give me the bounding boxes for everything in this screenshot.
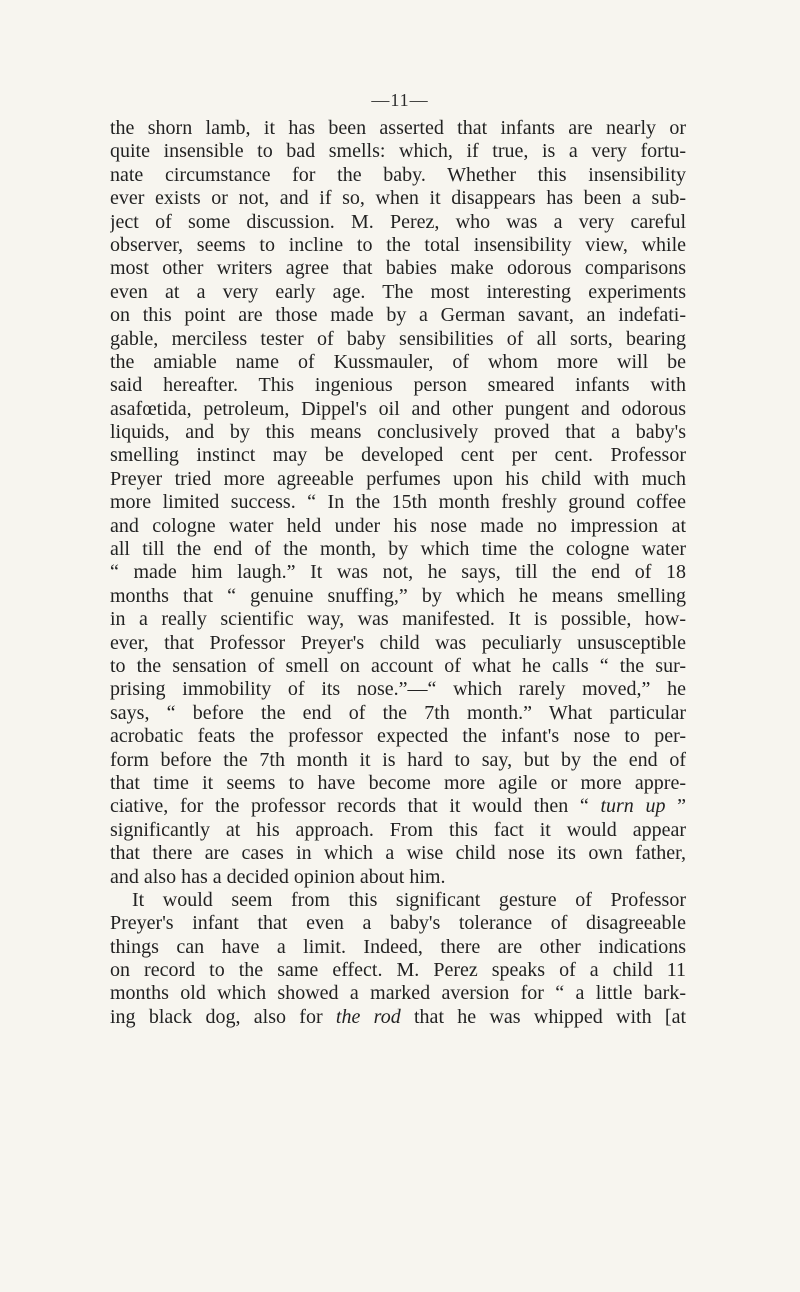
text-line: months that “ genuine snuffing,” by which he means smelling <box>110 584 686 607</box>
text-line: on record to the same effect. M. Perez speaks of a child 11 <box>110 959 686 982</box>
text-line: acrobatic feats the professor expected the infant's nose to per- <box>110 725 686 748</box>
text-line: even at a very early age. The most interesting experiments <box>110 280 686 303</box>
text-line: liquids, and by this means conclusively proved that a baby's <box>110 421 686 444</box>
text-line: all till the end of the month, by which time the cologne water <box>110 538 686 561</box>
text-line: in a really scientific way, was manifested. It is possible, how- <box>110 608 686 631</box>
text-line: gable, merciless tester of baby sensibilities of all sorts, bearing <box>110 327 686 350</box>
text-line: said hereafter. This ingenious person smeared infants with <box>110 374 686 397</box>
text-line: to the sensation of smell on account of what he calls “ the sur- <box>110 654 686 677</box>
text-line: that there are cases in which a wise child nose its own father, <box>110 842 686 865</box>
text-line: the shorn lamb, it has been asserted that infants are nearly or <box>110 117 686 139</box>
emphasis: turn up <box>600 795 666 818</box>
text-line: It would seem from this significant gesture of Professor <box>132 888 686 911</box>
text-line: observer, seems to incline to the total insensibility view, while <box>110 233 686 256</box>
text-line: “ made him laugh.” It was not, he says, till the end of 18 <box>110 561 686 584</box>
text-line: ing black dog, also for the rod that he was whipped with [at <box>110 1005 686 1028</box>
text-line: on this point are those made by a German savant, an indefati- <box>110 304 686 327</box>
text-line: prising immobility of its nose.”—“ which rarely moved,” he <box>110 678 686 701</box>
text-line: says, “ before the end of the 7th month.” What particular <box>110 701 686 724</box>
text-line: ever exists or not, and if so, when it disappears has been a sub- <box>110 187 686 210</box>
emphasis: the rod <box>335 1005 401 1028</box>
text-line: Preyer tried more agreeable perfumes upon his child with much <box>110 467 686 490</box>
text-line: and also has a decided opinion about him. <box>110 865 446 888</box>
text-line: and cologne water held under his nose made no impression at <box>110 514 686 537</box>
text-line: months old which showed a marked aversion for “ a little bark- <box>110 982 686 1005</box>
text-line: that time it seems to have become more agile or more appre- <box>110 771 686 794</box>
page-number: —11— <box>371 90 429 110</box>
text-line: the amiable name of Kussmauler, of whom more will be <box>110 350 686 373</box>
text-line: Preyer's infant that even a baby's tolerance of disagreeable <box>110 912 686 935</box>
text-line: form before the 7th month it is hard to say, but by the end of <box>110 748 686 771</box>
text-line: quite insensible to bad smells: which, if true, is a very fortu- <box>110 140 686 163</box>
body-text <box>110 117 686 1029</box>
text-line: things can have a limit. Indeed, there are other indications <box>110 935 686 958</box>
text-line: ever, that Professor Preyer's child was peculiarly unsusceptible <box>110 631 686 654</box>
text-line: significantly at his approach. From this fact it would appear <box>110 818 686 841</box>
text-line: smelling instinct may be developed cent per cent. Professor <box>110 444 686 467</box>
text-line: nate circumstance for the baby. Whether this insensibility <box>110 163 686 186</box>
text-line: asafœtida, petroleum, Dippel's oil and other pungent and odorous <box>110 397 686 420</box>
text-line: ciative, for the professor records that it would then “ turn up ” <box>110 795 686 818</box>
text-line: ject of some discussion. M. Perez, who was a very careful <box>110 210 686 233</box>
text-line: more limited success. “ In the 15th month freshly ground coffee <box>110 491 686 514</box>
text-line: most other writers agree that babies make odorous comparisons <box>110 257 686 280</box>
